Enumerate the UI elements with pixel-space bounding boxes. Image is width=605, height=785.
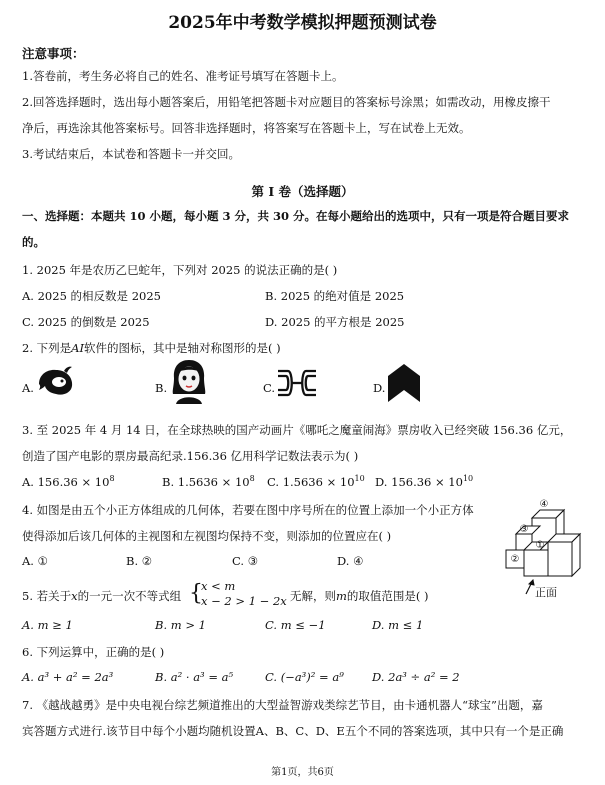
cube-figure — [496, 496, 592, 604]
q3-c-exponent: 10 — [354, 474, 365, 483]
fig-label-3: ③ — [519, 524, 529, 535]
q5-end: 的取值范围是( ) — [346, 589, 429, 603]
girl-avatar-icon — [168, 358, 210, 404]
q3-b-exponent: 8 — [249, 474, 255, 483]
chevron-logo-icon — [386, 362, 422, 404]
q3-option-a[interactable] — [22, 474, 115, 489]
q2-stem-pre: 2. 下列是 — [22, 341, 72, 355]
q5-var-m: m — [336, 589, 347, 603]
question-7-stem-cont: 宾答题方式进行.该节目中每个小题均随机设置A、B、C、D、E五个不同的答案选项，其中只有一个是正确 — [22, 724, 564, 738]
q6-option-c[interactable]: C. (−a³)² = a⁹ — [265, 670, 344, 684]
fig-label-1: ① — [535, 540, 545, 551]
q3-option-d[interactable] — [375, 474, 473, 489]
question-7-stem: 7. 《越战越勇》是中央电视台综艺频道推出的大型益智游戏类综艺节目，由卡通机器人“球宝”出题，嘉 — [22, 698, 543, 712]
q3-option-b[interactable] — [162, 474, 255, 489]
cube-front-right — [548, 542, 572, 576]
q4-option-c[interactable]: C. ③ — [232, 554, 259, 568]
notes-heading: 注意事项： — [22, 46, 85, 61]
page-footer: 第1页，共6页 — [271, 767, 334, 778]
q2-option-c[interactable]: C. — [263, 381, 276, 395]
q6-option-d[interactable]: D. 2a³ ÷ a² = 2 — [372, 670, 460, 684]
q5-inequality-1: x < m — [201, 579, 236, 593]
q2-stem-post: 软件的图标，其中是轴对称图形的是( ) — [84, 341, 281, 355]
q1-option-a[interactable]: A. 2025 的相反数是 2025 — [22, 289, 161, 303]
q4-option-b[interactable]: B. ② — [126, 554, 153, 568]
question-1-stem: 1. 2025 年是农历乙巳蛇年，下列对 2025 的说法正确的是( ) — [22, 263, 338, 277]
q1-option-d[interactable]: D. 2025 的平方根是 2025 — [265, 315, 405, 329]
q2-option-a[interactable]: A. — [22, 381, 34, 395]
q2-option-d[interactable]: D. — [373, 381, 386, 395]
q1-option-c[interactable]: C. 2025 的倒数是 2025 — [22, 315, 150, 329]
q5-post: 无解，则 — [290, 589, 336, 603]
front-label: 正面 — [535, 586, 557, 599]
note-item: 3.考试结束后，本试卷和答题卡一并交回。 — [22, 147, 240, 161]
brace-symbol: { — [189, 581, 203, 606]
part-instructions: 一、选择题：本题共 10 小题，每小题 3 分，共 30 分。在每小题给出的选项中，只有一项是符合题目要求 — [22, 209, 570, 223]
fig-label-2: ② — [510, 554, 520, 565]
q3-d-mantissa: D. 156.36 × 10 — [375, 474, 463, 489]
q2-var: AI — [71, 341, 84, 355]
q6-option-b[interactable]: B. a² · a³ = a⁵ — [155, 670, 234, 684]
q5-option-b[interactable]: B. m > 1 — [155, 618, 206, 632]
q5-mid: 的一元一次不等式组 — [77, 589, 182, 603]
q4-option-a[interactable]: A. ① — [22, 554, 48, 568]
front-arrowhead — [529, 580, 534, 585]
q1-option-b[interactable]: B. 2025 的绝对值是 2025 — [265, 289, 405, 303]
q3-option-c[interactable] — [267, 474, 365, 489]
note-item: 净后，再选涂其他答案标号。回答非选择题时，将答案写在答题卡上，写在试卷上无效。 — [22, 121, 471, 135]
q5-var-x: x — [71, 589, 78, 603]
question-4-stem-cont: 使得添加后该几何体的主视图和左视图均保持不变，则添加的位置应在( ) — [22, 529, 392, 543]
question-6-stem: 6. 下列运算中，正确的是( ) — [22, 645, 165, 659]
note-item: 2.回答选择题时，选出每小题答案后，用铅笔把答题卡对应题目的答案标号涂黑；如需改动，用橡皮擦干 — [22, 95, 551, 109]
q5-option-d[interactable]: D. m ≤ 1 — [372, 618, 424, 632]
q5-option-c[interactable]: C. m ≤ −1 — [265, 618, 326, 632]
page-title: 2025年中考数学模拟押题预测试卷 — [168, 13, 437, 33]
note-item: 1.答卷前，考生务必将自己的姓名、准考证号填写在答题卡上。 — [22, 69, 344, 83]
q2-option-b[interactable]: B. — [155, 381, 168, 395]
cube-back-side — [572, 534, 580, 576]
question-3-stem-cont: 创造了国产电影的票房最高纪录.156.36 亿用科学记数法表示为( ) — [22, 449, 359, 463]
fig-label-4: ④ — [539, 499, 549, 510]
question-3-stem: 3. 至 2025 年 4 月 14 日，在全球热映的国产动画片《哪吒之魔童闹海》票房收入已经突破 156.36 亿元， — [22, 423, 572, 437]
question-2-stem — [22, 340, 281, 356]
q3-d-exponent: 10 — [462, 474, 474, 483]
q4-option-d[interactable]: D. ④ — [337, 554, 364, 568]
whale-logo-icon — [36, 364, 76, 398]
part-instructions-cont: 的。 — [22, 235, 45, 249]
cube-front-left — [524, 550, 548, 576]
q3-a-mantissa: A. 156.36 × 10 — [22, 474, 110, 489]
curved-lines-logo-icon — [276, 366, 318, 400]
q3-a-exponent: 8 — [109, 474, 115, 483]
q3-b-mantissa: B. 1.5636 × 10 — [162, 474, 250, 489]
q5-inequality-2: x − 2 > 1 − 2x — [201, 594, 287, 608]
q5-pre: 5. 若关于 — [22, 589, 72, 603]
section-title: 第 I 卷（选择题） — [251, 184, 354, 199]
q5-option-a[interactable]: A. m ≥ 1 — [22, 618, 73, 632]
q3-c-mantissa: C. 1.5636 × 10 — [267, 474, 355, 489]
q6-option-a[interactable]: A. a³ + a² = 2a³ — [22, 670, 114, 684]
question-4-stem: 4. 如图是由五个小正方体组成的几何体，若要在图中序号所在的位置上添加一个小正方体 — [22, 503, 474, 517]
